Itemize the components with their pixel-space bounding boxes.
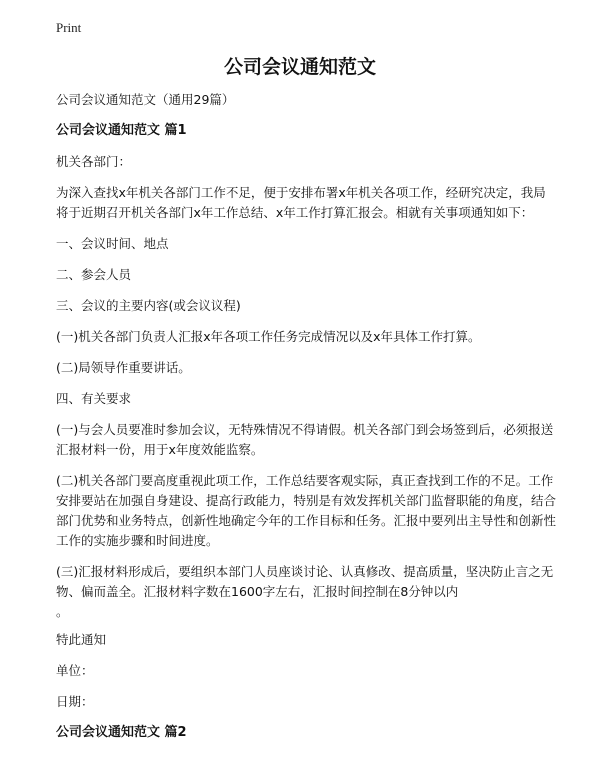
salutation: 机关各部门： (56, 154, 132, 169)
requirement-2: (二)机关各部门要高度重视此项工作，工作总结要客观实际，真正查找到工作的不足。工作安排要站在加强自身建设、提高行政能力，特别是有效发挥机关部门监督职能的角度，结合部门优势和业务特点，创新性地确定今年的工作目标和任务。汇报中要列出主导性和创新性工作的实施步骤和时间进度。 (56, 473, 557, 548)
intro-paragraph: 为深入查找x年机关各部门工作不足，便于安排布署x年机关各项工作，经研究决定，我局将于近期召开机关各部门x年工作总结、x年工作打算汇报会。相就有关事项通知如下： (56, 185, 546, 220)
print-link[interactable]: Print (56, 20, 82, 35)
sub-item-reports: (一)机关各部门负责人汇报x年各项工作任务完成情况以及x年具体工作打算。 (56, 329, 481, 344)
requirement-3: (三)汇报材料形成后，要组织本部门人员座谈讨论、认真修改、提高质量，坚决防止言之无物、偏而盖全。汇报材料字数在1600字左右，汇报时间控制在8分钟以内 (56, 564, 554, 599)
item-requirements: 四、有关要求 (56, 391, 132, 406)
document-title: 公司会议通知范文 (223, 56, 376, 78)
document-subtitle: 公司会议通知范文（通用29篇） (56, 92, 235, 107)
section-heading-1: 公司会议通知范文 篇1 (56, 123, 187, 138)
section-heading-2: 公司会议通知范文 篇2 (56, 725, 187, 740)
item-meeting-time: 一、会议时间、地点 (56, 236, 169, 251)
requirement-3-period: 。 (56, 604, 69, 619)
item-main-content: 三、会议的主要内容(或会议议程) (56, 298, 241, 313)
requirement-1: (一)与会人员要准时参加会议，无特殊情况不得请假。机关各部门到会场签到后，必须报送汇报材料一份，用于x年度效能监察。 (56, 422, 554, 457)
sub-item-speech: (二)局领导作重要讲话。 (56, 360, 191, 375)
unit-label: 单位： (56, 663, 94, 678)
item-attendees: 二、参会人员 (56, 267, 132, 282)
date-label: 日期： (56, 694, 94, 709)
document-body (56, 90, 556, 754)
closing-notice: 特此通知 (56, 632, 107, 647)
